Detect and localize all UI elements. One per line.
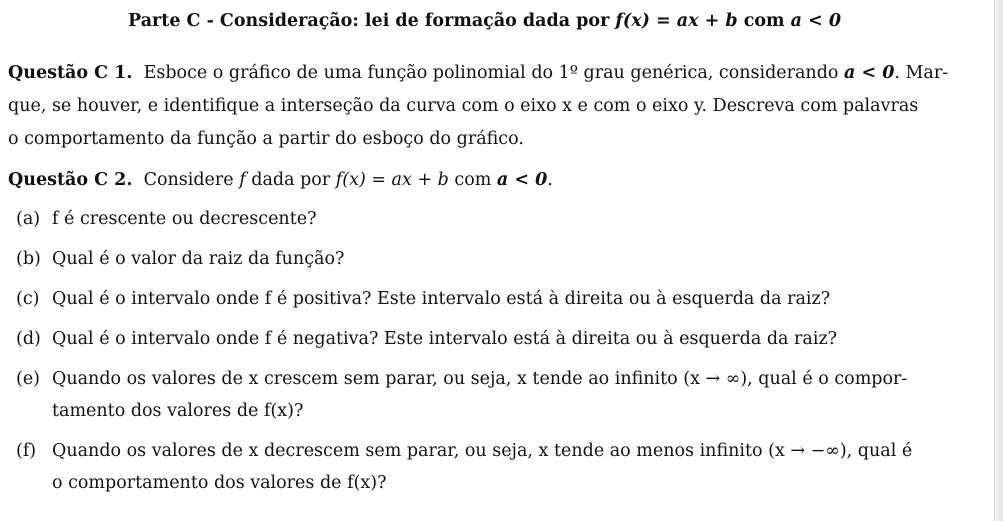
- q1-condition: a < 0: [844, 63, 895, 83]
- q1-line-2: que, se houver, e identifique a interseção da curva com o eixo x e com o eixo y. Descreva com palavras: [8, 96, 919, 116]
- page-edge: [994, 0, 1003, 521]
- heading-condition: a < 0: [790, 11, 842, 31]
- item-d-text: Qual é o intervalo onde f é negativa? Este intervalo está à direita ou à esquerda da raiz?: [52, 329, 838, 349]
- q2-text-b: dada por: [245, 170, 336, 190]
- q1-text-b: . Mar-: [894, 63, 949, 83]
- item-f-label: (f): [16, 441, 37, 461]
- q2-var-f: f: [239, 170, 246, 190]
- q2-label: Questão C 2.: [8, 170, 133, 190]
- item-b: [16, 249, 344, 269]
- q1-text-a: Esboce o gráfico de uma função polinomial do 1º grau genérica, considerando: [143, 63, 845, 83]
- heading-formula: f(x) = ax + b: [615, 11, 738, 31]
- item-b-label: (b): [16, 249, 41, 269]
- item-c-text: Qual é o intervalo onde f é positiva? Este intervalo está à direita ou à esquerda da raiz?: [52, 289, 831, 309]
- q2-condition: a < 0: [496, 170, 548, 190]
- item-d: [16, 329, 837, 349]
- item-f-continuation: o comportamento dos valores de f(x)?: [52, 473, 387, 493]
- item-c-label: (c): [16, 289, 40, 309]
- q2-text-c: com: [448, 170, 497, 190]
- item-e-label: (e): [16, 369, 41, 389]
- q2-text-a: Considere: [143, 170, 240, 190]
- item-a-label: (a): [16, 209, 41, 229]
- q1-line-3: o comportamento da função a partir do esboço do gráfico.: [8, 129, 524, 149]
- q2-intro: [8, 170, 553, 190]
- item-f-text: Quando os valores de x decrescem sem parar, ou seja, x tende ao menos infinito (x → −∞), qual é: [52, 441, 913, 461]
- item-f: [16, 441, 912, 461]
- q1-line-1: [8, 63, 948, 83]
- item-d-label: (d): [16, 329, 41, 349]
- heading-prefix: Parte C - Consideração: lei de formação dada por: [128, 11, 616, 31]
- item-c: [16, 289, 830, 309]
- q2-text-d: .: [547, 170, 553, 190]
- item-e: [16, 369, 907, 389]
- item-b-text: Qual é o valor da raiz da função?: [52, 249, 345, 269]
- q2-formula: f(x) = ax + b: [335, 170, 449, 190]
- item-e-text: Quando os valores de x crescem sem parar, ou seja, x tende ao infinito (x → ∞), qual é o compor-: [52, 369, 908, 389]
- section-heading: [128, 11, 841, 31]
- heading-middle: com: [737, 11, 791, 31]
- q1-label: Questão C 1.: [8, 63, 133, 83]
- item-e-continuation: tamento dos valores de f(x)?: [52, 401, 304, 421]
- item-a: [16, 209, 316, 229]
- item-a-text: f é crescente ou decrescente?: [52, 209, 317, 229]
